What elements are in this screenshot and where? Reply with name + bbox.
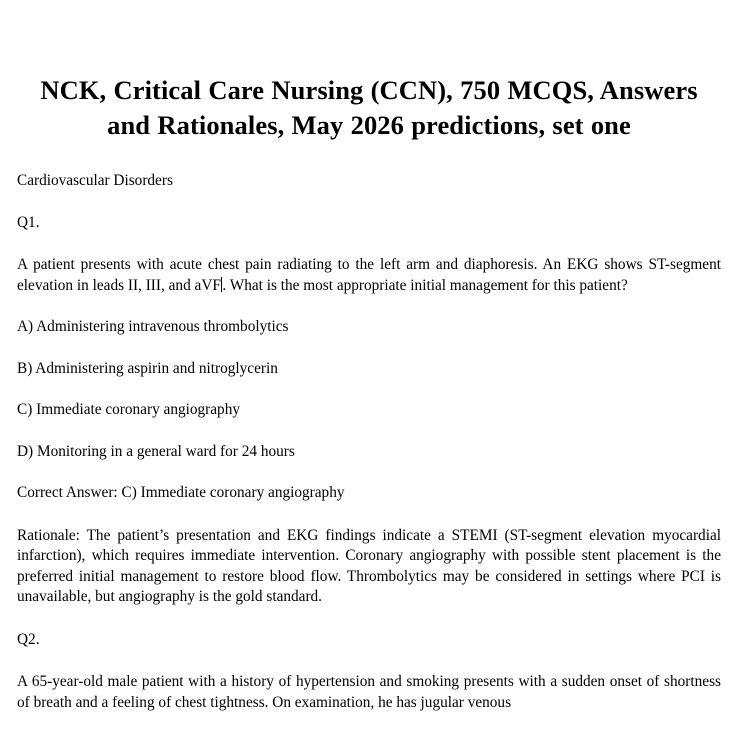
question-stem-q1-after-caret: . What is the most appropriate initial management for this patient?	[222, 276, 628, 294]
question-label-q2: Q2.	[17, 630, 40, 648]
question-stem-q1-before-caret: A patient presents with acute chest pain radiating to the left arm and diaphoresis. An EKG shows ST-segment elevation in leads II, III, and aVF	[17, 256, 721, 294]
option-d[interactable]: D) Monitoring in a general ward for 24 hours	[17, 442, 295, 460]
correct-answer-q1: Correct Answer: C) Immediate coronary angiography	[17, 484, 345, 501]
question-stem-q1	[17, 233, 721, 296]
option-a[interactable]: A) Administering intravenous thrombolytics	[17, 318, 289, 335]
option-b[interactable]: B) Administering aspirin and nitroglycerin	[17, 359, 278, 377]
section-heading-cardiovascular-disorders: Cardiovascular Disorders	[17, 172, 173, 189]
question-label-q1: Q1.	[17, 213, 40, 231]
question-stem-q2: A 65-year-old male patient with a history of hypertension and smoking presents with a sudden onset of shortness of breath and a feeling of chest tightness. On examination, he has jugular venous	[17, 673, 721, 711]
rationale-q1: Rationale: The patient’s presentation and EKG findings indicate a STEMI (ST-segment elevation myocardial infarction), which requires immediate intervention. Coronary angiography with possible stent placement is the preferred initial management to restore blood flow. Thrombolytics may be considered in settings where PCI is unavailable, but angiography is the gold standard.	[17, 526, 721, 605]
document-content	[17, 0, 721, 713]
option-c[interactable]: C) Immediate coronary angiography	[17, 401, 240, 418]
page-title: NCK, Critical Care Nursing (CCN), 750 MCQS, Answers and Rationales, May 2026 predictions, set one	[40, 75, 698, 140]
